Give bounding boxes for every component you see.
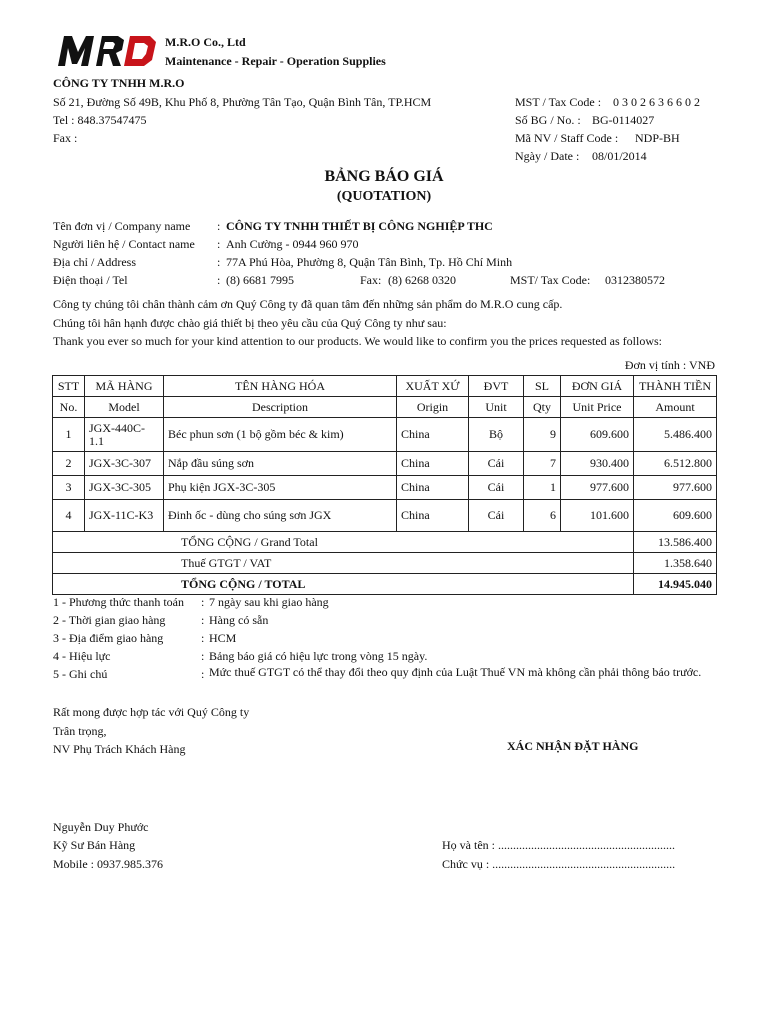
colon: : bbox=[217, 255, 221, 269]
term-label: 4 - Hiệu lực bbox=[53, 649, 111, 663]
table-row bbox=[53, 452, 717, 476]
row-origin: China bbox=[397, 418, 469, 452]
tax-code-value: 0 3 0 2 6 3 6 6 0 2 bbox=[613, 95, 700, 109]
header-cell: MÃ HÀNG bbox=[85, 376, 164, 397]
customer-company-value: CÔNG TY TNHH THIẾT BỊ CÔNG NGHIỆP THC bbox=[226, 219, 493, 233]
header-cell: THÀNH TIỀN bbox=[634, 376, 717, 397]
customer-fax-label: Fax: bbox=[360, 273, 382, 287]
header-cell: ĐVT bbox=[469, 376, 524, 397]
vat-label: Thuế GTGT / VAT bbox=[53, 553, 634, 574]
row-amount: 5.486.400 bbox=[634, 418, 717, 452]
row-unit: Cái bbox=[469, 500, 524, 532]
colon: : bbox=[201, 649, 205, 663]
row-price: 609.600 bbox=[561, 418, 634, 452]
customer-contact-label: Người liên hệ / Contact name bbox=[53, 237, 195, 251]
row-no: 4 bbox=[53, 500, 85, 532]
term-label: 2 - Thời gian giao hàng bbox=[53, 613, 166, 627]
row-unit: Bộ bbox=[469, 418, 524, 452]
total-row bbox=[53, 574, 717, 595]
date-value: 08/01/2014 bbox=[592, 149, 647, 163]
header-cell: Qty bbox=[524, 397, 561, 418]
row-amount: 977.600 bbox=[634, 476, 717, 500]
row-desc: Đinh ốc - dùng cho súng sơn JGX bbox=[164, 500, 397, 532]
row-amount: 6.512.800 bbox=[634, 452, 717, 476]
customer-tax-label: MST/ Tax Code: bbox=[510, 273, 591, 287]
quotation-table bbox=[52, 375, 717, 595]
row-origin: China bbox=[397, 500, 469, 532]
supplier-tel: Tel : 848.37547475 bbox=[53, 113, 147, 127]
header-cell: Amount bbox=[634, 397, 717, 418]
confirm-position-field: Chức vụ : ............................................................. bbox=[442, 857, 676, 871]
term-label: 3 - Địa điểm giao hàng bbox=[53, 631, 164, 645]
colon: : bbox=[217, 273, 221, 287]
intro-line-2: Chúng tôi hân hạnh được chào giá thiết bị theo yêu cầu của Quý Công ty như sau: bbox=[53, 316, 447, 330]
colon: : bbox=[217, 219, 221, 233]
header-cell: No. bbox=[53, 397, 85, 418]
colon: : bbox=[201, 631, 205, 645]
row-price: 977.600 bbox=[561, 476, 634, 500]
term-label: 5 - Ghi chú bbox=[53, 667, 108, 681]
row-origin: China bbox=[397, 476, 469, 500]
customer-address-value: 77A Phú Hòa, Phường 8, Quận Tân Bình, Tp. Hồ Chí Minh bbox=[226, 255, 513, 269]
table-row bbox=[53, 418, 717, 452]
colon: : bbox=[201, 613, 205, 627]
row-qty: 6 bbox=[524, 500, 561, 532]
total-label: TỔNG CỘNG / TOTAL bbox=[53, 574, 634, 595]
row-amount: 609.600 bbox=[634, 500, 717, 532]
total-value: 14.945.040 bbox=[634, 574, 717, 595]
row-desc: Nắp đầu súng sơn bbox=[164, 452, 397, 476]
term-value: Hàng có sẵn bbox=[209, 613, 269, 627]
document-title: BẢNG BÁO GIÁ bbox=[324, 168, 444, 185]
header-cell: Unit bbox=[469, 397, 524, 418]
colon: : bbox=[201, 667, 205, 681]
vat-row bbox=[53, 553, 717, 574]
header-cell: Origin bbox=[397, 397, 469, 418]
signer-title: Kỹ Sư Bán Hàng bbox=[53, 838, 136, 852]
row-model: JGX-440C-1.1 bbox=[85, 418, 164, 452]
supplier-address: Số 21, Đường Số 49B, Khu Phố 8, Phường Tân Tạo, Quận Bình Tân, TP.HCM bbox=[53, 95, 432, 109]
supplier-tagline: Maintenance - Repair - Operation Supplies bbox=[165, 54, 386, 68]
customer-contact-value: Anh Cường - 0944 960 970 bbox=[226, 237, 359, 251]
customer-fax-value: (8) 6268 0320 bbox=[388, 273, 456, 287]
grand-total-label: TỔNG CỘNG / Grand Total bbox=[53, 532, 634, 553]
vat-value: 1.358.640 bbox=[634, 553, 717, 574]
supplier-fax: Fax : bbox=[53, 131, 78, 145]
signer-name: Nguyễn Duy Phước bbox=[53, 820, 149, 834]
row-qty: 7 bbox=[524, 452, 561, 476]
customer-company-label: Tên đơn vị / Company name bbox=[53, 219, 191, 233]
header-cell: Model bbox=[85, 397, 164, 418]
customer-tel-label: Điện thoại / Tel bbox=[53, 273, 128, 287]
header-cell: Unit Price bbox=[561, 397, 634, 418]
table-header-vi bbox=[53, 376, 717, 397]
supplier-company-name: CÔNG TY TNHH M.R.O bbox=[53, 76, 185, 90]
staff-code-value: NDP-BH bbox=[635, 131, 680, 145]
row-model: JGX-3C-305 bbox=[85, 476, 164, 500]
unit-note: Đơn vị tính : VNĐ bbox=[624, 358, 715, 372]
row-qty: 1 bbox=[524, 476, 561, 500]
closing-line-1: Rất mong được hợp tác với Quý Công ty bbox=[53, 705, 250, 719]
header-cell: SL bbox=[524, 376, 561, 397]
supplier-short-name: M.R.O Co., Ltd bbox=[165, 35, 246, 49]
table-row bbox=[53, 476, 717, 500]
confirm-name-field: Họ và tên : ........................................................... bbox=[442, 838, 675, 852]
grand-total-row bbox=[53, 532, 717, 553]
row-price: 930.400 bbox=[561, 452, 634, 476]
row-model: JGX-3C-307 bbox=[85, 452, 164, 476]
colon: : bbox=[217, 237, 221, 251]
header-cell: ĐƠN GIÁ bbox=[561, 376, 634, 397]
customer-address-label: Địa chỉ / Address bbox=[53, 255, 136, 269]
closing-line-2: Trân trọng, bbox=[53, 724, 107, 738]
signer-mobile: Mobile : 0937.985.376 bbox=[53, 857, 163, 871]
row-no: 2 bbox=[53, 452, 85, 476]
header-cell: XUẤT XỨ bbox=[397, 376, 469, 397]
date-label: Ngày / Date : bbox=[515, 149, 580, 163]
quote-no-value: BG-0114027 bbox=[592, 113, 655, 127]
row-desc: Phụ kiện JGX-3C-305 bbox=[164, 476, 397, 500]
row-price: 101.600 bbox=[561, 500, 634, 532]
row-no: 3 bbox=[53, 476, 85, 500]
table-row bbox=[53, 500, 717, 532]
row-desc: Béc phun sơn (1 bộ gồm béc & kim) bbox=[164, 418, 397, 452]
quote-no-label: Số BG / No. : bbox=[515, 113, 581, 127]
row-unit: Cái bbox=[469, 452, 524, 476]
row-qty: 9 bbox=[524, 418, 561, 452]
staff-code-label: Mã NV / Staff Code : bbox=[515, 131, 619, 145]
term-value: HCM bbox=[209, 631, 237, 645]
grand-total-value: 13.586.400 bbox=[634, 532, 717, 553]
colon: : bbox=[201, 595, 205, 609]
customer-tax-value: 0312380572 bbox=[605, 273, 665, 287]
intro-line-1: Công ty chúng tôi chân thành cảm ơn Quý Công ty đã quan tâm đến những sản phẩm do M.R.O cung cấp. bbox=[53, 297, 563, 311]
header-cell: TÊN HÀNG HÓA bbox=[164, 376, 397, 397]
row-origin: China bbox=[397, 452, 469, 476]
row-unit: Cái bbox=[469, 476, 524, 500]
term-value: Mức thuế GTGT có thể thay đổi theo quy định của Luật Thuế VN mà không cần phải thông báo trước. bbox=[209, 665, 702, 679]
order-confirm-heading: XÁC NHẬN ĐẶT HÀNG bbox=[507, 739, 639, 753]
intro-line-3: Thank you ever so much for your kind attention to our products. We would like to confirm you the prices requested as follows: bbox=[53, 334, 663, 348]
closing-line-3: NV Phụ Trách Khách Hàng bbox=[53, 742, 186, 756]
customer-tel-value: (8) 6681 7995 bbox=[226, 273, 294, 287]
table-header-en bbox=[53, 397, 717, 418]
company-logo bbox=[56, 32, 158, 72]
term-label: 1 - Phương thức thanh toán bbox=[53, 595, 185, 609]
header-cell: Description bbox=[164, 397, 397, 418]
term-value: Bảng báo giá có hiệu lực trong vòng 15 ngày. bbox=[209, 649, 428, 663]
tax-code-label: MST / Tax Code : bbox=[515, 95, 602, 109]
term-value: 7 ngày sau khi giao hàng bbox=[209, 595, 329, 609]
row-model: JGX-11C-K3 bbox=[85, 500, 164, 532]
header-cell: STT bbox=[53, 376, 85, 397]
document-subtitle: (QUOTATION) bbox=[336, 189, 432, 204]
row-no: 1 bbox=[53, 418, 85, 452]
